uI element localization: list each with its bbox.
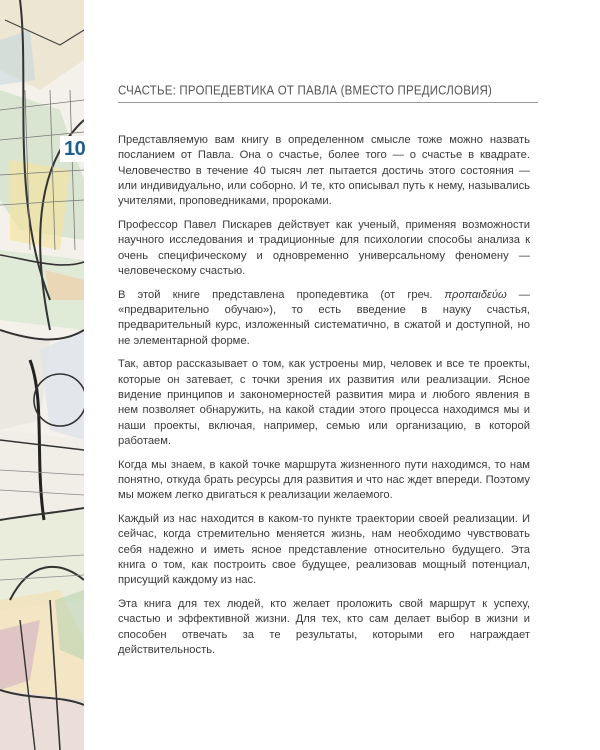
paragraph-3-after: — «предварительно обучаю»), то есть введение в науку счастья, предварительный курс, изложенный систематично, в сжатой и доступной, но не элементарной форме. bbox=[118, 288, 530, 347]
paragraph-3 bbox=[118, 288, 530, 349]
paragraph-6: Каждый из нас находится в каком-то пункте траектории своей реализации. И сейчас, когда стремительно меняется жизнь, нам необходимо чувствовать себя надежно и иметь ясное представление относительно будущего. Эта книга о том, как построить свое будущее, реализовав мощный потенциал, присущий каждому из нас. bbox=[118, 513, 530, 587]
running-header bbox=[118, 84, 538, 103]
page-number: 10 bbox=[60, 136, 100, 162]
chapter-title: СЧАСТЬЕ: ПРОПЕДЕВТИКА ОТ ПАВЛА (ВМЕСТО ПРЕДИСЛОВИЯ) bbox=[118, 84, 493, 98]
greek-word: προπαιδεύω bbox=[444, 288, 507, 301]
paragraph-4: Так, автор рассказывает о том, как устроены мир, человек и все те проекты, которые он затевает, с точки зрения их развития или реализации. Ясное видение принципов и закономерностей развития мира и любого явления в нем позволяет обнаружить, на какой стадии этого процесса находимся мы и наши проекты, включая, например, семью или организацию, в которой работаем. bbox=[118, 358, 530, 447]
decorative-artwork-strip bbox=[0, 0, 84, 750]
paragraph-5: Когда мы знаем, в какой точке маршрута жизненного пути находимся, то нам понятно, откуда брать ресурсы для развития и что нас ждет впереди. Поэтому мы можем легко двигаться к реализации желаемого. bbox=[118, 458, 530, 502]
paragraph-1: Представляемую вам книгу в определенном смысле тоже можно назвать посланием от Павла. Она о счастье, более того — о счастье в квадрате. Человечество в течение 40 тысяч лет пытается достичь этого состояния — или индивидуально, или соборно. И те, кто описывал путь к нему, назывались учителями, проповедниками, пророками. bbox=[118, 134, 530, 208]
paragraph-2: Профессор Павел Пискарев действует как ученый, применяя возможности научного исследования и традиционные для психологии способы анализа к очень специфическому и одновременно универсальному феномену — человеческому счастью. bbox=[118, 218, 530, 277]
abstract-drawing bbox=[0, 0, 84, 750]
paragraph-3-before: В этой книге представлена пропедевтика (от греч. bbox=[118, 288, 445, 301]
paragraph-7: Эта книга для тех людей, кто желает проложить свой маршрут к успеху, счастью и эффективной жизни. Для тех, кто сам делает выбор в жизни и способен отвечать за те результаты, которыми его награждает действительность. bbox=[118, 598, 530, 656]
main-text bbox=[118, 133, 530, 667]
